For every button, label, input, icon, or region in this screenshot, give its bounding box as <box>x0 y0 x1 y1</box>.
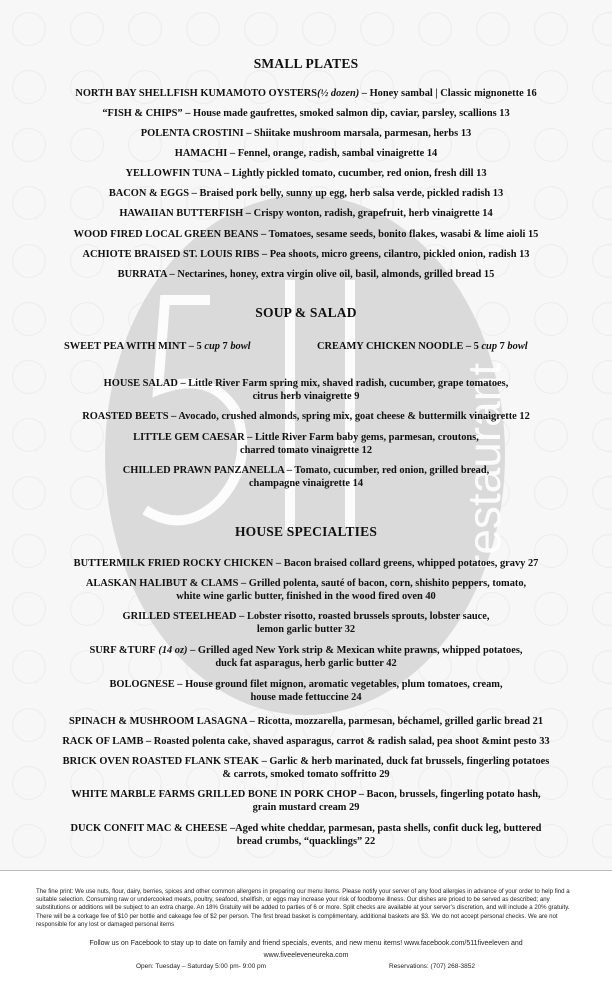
menu-item-description: – Garlic & herb marinated, duck fat brussels, fingerling potatoes <box>258 756 550 767</box>
menu-item-description: – Pea shoots, micro greens, cilantro, pickled onion, radish 13 <box>259 249 530 260</box>
section-title-house-specialties: HOUSE SPECIALTIES <box>234 524 378 539</box>
menu-item <box>0 228 612 241</box>
menu-item-description: – Ricotta, mozzarella, parmesan, béchamel, grilled garlic bread 21 <box>247 716 544 727</box>
menu-item-description: – Shiitake mushroom marsala, parmesan, herbs 13 <box>243 128 472 139</box>
menu-item-description: – Lightly pickled tomato, cucumber, red onion, fresh dill 13 <box>221 168 487 179</box>
menu-item <box>0 577 612 603</box>
menu-item <box>0 678 612 704</box>
menu-item-description: – Tomatoes, sesame seeds, bonito flakes, wasabi & lime aioli 15 <box>258 229 539 240</box>
menu-item <box>0 167 612 180</box>
section-title-soup-salad: SOUP & SALAD <box>255 305 357 320</box>
menu-item <box>0 431 612 457</box>
menu-item-description: – Braised pork belly, sunny up egg, herb salsa verde, pickled radish 13 <box>189 188 504 199</box>
facebook-note: Follow us on Facebook to stay up to date on family and friend specials, events, and new menu items! www.facebook.com/511fiveeleven and <box>89 940 523 947</box>
fine-print-text: The fine print: We use nuts, flour, dairy, berries, spices and other common allergens in preparing our menu items. Please notify your server of any food allergies in advance of your order to help find a suitable selection. Consuming raw or undercooked meats, poultry, seafood, shellfish, or eggs may increase your risk of foodborne illness. Our dishes are priced to be served as described; any substitutions or additions will be subject to an extra charge. An 18% Gratuity will be added to parties of 6 or more. Split checks are available at your server’s discretion, and will include a 20% gratuity. There will be a corkage fee of $10 per bottle and cakeage fee of $2 per person. The first bread basket is complimentary, additional baskets are $3. We do not accept personal checks. We are not responsible for any lost or damaged personal items <box>36 888 570 928</box>
footer <box>0 870 612 1008</box>
menu-item <box>0 207 612 220</box>
menu-item-description: – House made gaufrettes, smoked salmon dip, caviar, parsley, scallions 13 <box>182 108 510 119</box>
menu-item-name: SURF &TURF <box>89 645 156 656</box>
menu-item-description: – Honey sambal | Classic mignonette 16 <box>359 88 537 99</box>
menu-item-description: – House ground filet mignon, aromatic vegetables, plum tomatoes, cream, <box>174 679 503 690</box>
menu-item-description: – Crispy wonton, radish, grapefruit, herb vinaigrette 14 <box>243 208 493 219</box>
menu-item-name: DUCK CONFIT MAC & CHEESE <box>70 823 228 834</box>
menu-item-description-cont: citrus herb vinaigrette 9 <box>252 391 360 402</box>
menu-item <box>0 822 612 848</box>
menu-item-name: CHILLED PRAWN PANZANELLA <box>122 465 285 476</box>
menu-item-name: BACON & EGGS <box>108 188 190 199</box>
menu-item <box>0 735 612 748</box>
opening-hours: Open: Tuesday – Saturday 5:00 pm- 9:00 pm <box>136 963 267 970</box>
menu-item-description: – Bacon braised collard greens, whipped potatoes, gravy 27 <box>273 558 539 569</box>
reservations-phone: Reservations: (707) 268-3852 <box>389 963 475 970</box>
menu-item <box>0 755 612 781</box>
menu-item-description: – Lobster risotto, roasted brussels sprouts, lobster sauce, <box>236 611 490 622</box>
menu-item-description: – Little River Farm spring mix, shaved radish, cucumber, grape tomatoes, <box>177 378 509 389</box>
menu-item-name: HOUSE SALAD <box>103 378 178 389</box>
menu-item <box>0 127 612 140</box>
menu-item <box>0 644 612 670</box>
footer-divider <box>0 870 612 871</box>
menu-item-name: RACK OF LAMB <box>62 736 144 747</box>
menu-item <box>0 715 612 728</box>
menu-item-name: NORTH BAY SHELLFISH KUMAMOTO OYSTERS <box>75 88 318 99</box>
menu-item <box>0 268 612 281</box>
section-title-small-plates: SMALL PLATES <box>253 56 359 71</box>
menu-item-qualifier: (½ dozen) <box>317 88 360 99</box>
menu-item-name: “FISH & CHIPS” <box>102 108 183 119</box>
menu-item-description: – Tomato, cucumber, red onion, grilled bread, <box>284 465 490 476</box>
menu-item-description: – Roasted polenta cake, shaved asparagus, carrot & radish salad, pea shoot &mint pesto 33 <box>143 736 550 747</box>
menu-item-name: SPINACH & MUSHROOM LASAGNA <box>68 716 248 727</box>
menu-item-description-cont: & carrots, smoked tomato soffritto 29 <box>222 769 390 780</box>
menu-item-name: POLENTA CROSTINI <box>140 128 244 139</box>
menu-item <box>0 147 612 160</box>
menu-item-name: GRILLED STEELHEAD <box>122 611 237 622</box>
menu-item <box>0 87 612 100</box>
menu-item <box>0 557 612 570</box>
menu-item-description: – Bacon, brussels, fingerling potato hash, <box>356 789 541 800</box>
menu-item-name: HAMACHI <box>174 148 228 159</box>
menu-item-description-cont: bread crumbs, “quacklings” 22 <box>236 836 376 847</box>
menu-item-description-cont: white wine garlic butter, finished in the wood fired oven 40 <box>176 591 436 602</box>
menu-item-description-cont: grain mustard cream 29 <box>252 802 360 813</box>
menu-item <box>0 377 612 403</box>
menu-item-description: – Avocado, crushed almonds, spring mix, goat cheese & buttermilk vinaigrette 12 <box>168 411 530 422</box>
menu-item <box>0 107 612 120</box>
menu-item-name: BURRATA <box>117 269 167 280</box>
menu-item-qualifier: (14 oz) <box>155 645 188 656</box>
menu-item-name: WOOD FIRED LOCAL GREEN BEANS <box>73 229 259 240</box>
menu-item-name: YELLOWFIN TUNA <box>125 168 222 179</box>
menu-item-description-cont: house made fettuccine 24 <box>250 692 362 703</box>
menu-item <box>0 610 612 636</box>
menu-item-description: – Fennel, orange, radish, sambal vinaigrette 14 <box>227 148 438 159</box>
website-link[interactable]: www.fiveeleveneureka.com <box>263 952 349 959</box>
menu-item-description: – Nectarines, honey, extra virgin olive oil, basil, almonds, grilled bread 15 <box>166 269 495 280</box>
soup-item-chicken-noodle: CREAMY CHICKEN NOODLE – 5 cup 7 bowl <box>317 341 528 352</box>
menu-item-name: BOLOGNESE <box>109 679 175 690</box>
watermark-word: restaurant <box>458 362 510 570</box>
menu-item-description: – Grilled aged New York strip & Mexican white prawns, whipped potatoes, <box>187 645 523 656</box>
menu-item-description-cont: charred tomato vinaigrette 12 <box>239 445 373 456</box>
menu-item-description: –Aged white cheddar, parmesan, pasta shells, confit duck leg, buttered <box>227 823 542 834</box>
menu-item <box>0 464 612 490</box>
menu-item-description-cont: champagne vinaigrette 14 <box>248 478 364 489</box>
menu-item-name: WHITE MARBLE FARMS GRILLED BONE IN PORK CHOP <box>71 789 357 800</box>
menu-item-name: ALASKAN HALIBUT & CLAMS <box>85 578 239 589</box>
menu-item-name: LITTLE GEM CAESAR <box>133 432 245 443</box>
menu-item <box>0 410 612 423</box>
menu-item-description-cont: lemon garlic butter 32 <box>256 624 356 635</box>
menu-item <box>0 187 612 200</box>
menu-item-name: ACHIOTE BRAISED ST. LOUIS RIBS <box>82 249 260 260</box>
soup-item-sweet-pea: SWEET PEA WITH MINT – 5 cup 7 bowl <box>64 341 251 352</box>
menu-item-name: HAWAIIAN BUTTERFISH <box>119 208 244 219</box>
menu-item-description: – Grilled polenta, sauté of bacon, corn, shishito peppers, tomato, <box>238 578 527 589</box>
menu-item <box>0 788 612 814</box>
menu-item-description-cont: duck fat asparagus, herb garlic butter 42 <box>215 658 397 669</box>
menu-item-name: BRICK OVEN ROASTED FLANK STEAK <box>62 756 259 767</box>
menu-item-description: – Little River Farm baby gems, parmesan, croutons, <box>244 432 479 443</box>
menu-item-name: ROASTED BEETS <box>82 411 169 422</box>
menu-item-name: BUTTERMILK FRIED ROCKY CHICKEN <box>73 558 274 569</box>
menu-item <box>0 248 612 261</box>
